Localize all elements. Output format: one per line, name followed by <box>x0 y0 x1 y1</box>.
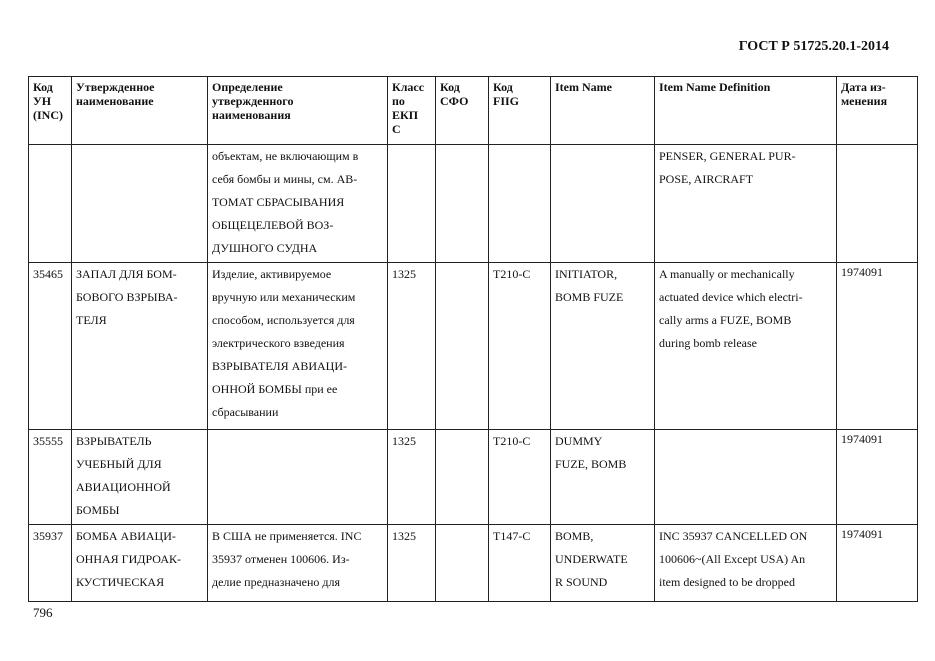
definition-cell <box>208 145 388 263</box>
header-line: (INC) <box>33 108 63 122</box>
cell-line: actuated device which electri- <box>659 290 803 304</box>
definition-cell <box>208 263 388 430</box>
item-name-definition-cell <box>655 525 837 602</box>
cell-line: АВИАЦИОННОЙ <box>76 480 171 494</box>
header-line: наименования <box>212 108 291 122</box>
item-name-cell <box>551 263 655 430</box>
cell-line: электрического взведения <box>212 336 345 350</box>
cell-line: ОННАЯ ГИДРОАК- <box>76 552 182 566</box>
cell-line: БОМБА АВИАЦИ- <box>76 529 176 543</box>
header-line: ЕКП <box>392 108 419 122</box>
approved-name-cell <box>72 430 208 525</box>
header-line: УН <box>33 94 52 108</box>
header-line: Item Name Definition <box>659 80 771 94</box>
cell-line: вручную или механическим <box>212 290 356 304</box>
cell-line: БОВОГО ВЗРЫВА- <box>76 290 178 304</box>
cell-line: POSE, AIRCRAFT <box>659 172 754 186</box>
cell-line: Изделие, активируемое <box>212 267 332 281</box>
item-name-definition-cell <box>655 263 837 430</box>
item-name-cell <box>551 430 655 525</box>
approved-name-cell <box>72 145 208 263</box>
table-row <box>29 430 918 525</box>
header-fiig <box>489 77 551 145</box>
cell-line: ОННОЙ БОМБЫ при ее <box>212 382 338 396</box>
header-line: Утвержденное <box>76 80 155 94</box>
cell-line: ТОМАТ СБРАСЫВАНИЯ <box>212 195 345 209</box>
nomenclature-table <box>28 76 918 602</box>
code-cell: 35465 <box>29 263 72 430</box>
code-cell: 35937 <box>29 525 72 602</box>
header-item-name-definition <box>655 77 837 145</box>
fiig-cell <box>489 145 551 263</box>
date-cell: 1974091 <box>837 263 918 430</box>
header-code <box>29 77 72 145</box>
class-cell: 1325 <box>388 263 436 430</box>
cell-line: ТЕЛЯ <box>76 313 107 327</box>
sfo-cell <box>436 263 489 430</box>
header-line: утвержденного <box>212 94 294 108</box>
cell-line: ЗАПАЛ ДЛЯ БОМ- <box>76 267 177 281</box>
date-cell: 1974091 <box>837 430 918 525</box>
cell-line: FUZE, BOMB <box>555 457 627 471</box>
table-row <box>29 145 918 263</box>
header-approved-name <box>72 77 208 145</box>
header-line: Определение <box>212 80 283 94</box>
fiig-cell: T147-C <box>489 525 551 602</box>
sfo-cell <box>436 145 489 263</box>
cell-line: during bomb release <box>659 336 757 350</box>
class-cell <box>388 145 436 263</box>
definition-cell <box>208 430 388 525</box>
cell-line: объектам, не включающим в <box>212 149 359 163</box>
cell-line: BOMB, <box>555 529 594 543</box>
cell-line: BOMB FUZE <box>555 290 624 304</box>
class-cell: 1325 <box>388 430 436 525</box>
code-cell: 35555 <box>29 430 72 525</box>
header-line: менения <box>841 94 888 108</box>
approved-name-cell <box>72 263 208 430</box>
cell-line: ВЗРЫВАТЕЛЯ АВИАЦИ- <box>212 359 347 373</box>
table-header-row <box>29 77 918 145</box>
header-line: СФО <box>440 94 469 108</box>
header-line: Код <box>493 80 513 94</box>
approved-name-cell <box>72 525 208 602</box>
cell-line: 100606~(All Except USA) An <box>659 552 806 566</box>
header-item-name <box>551 77 655 145</box>
header-sfo <box>436 77 489 145</box>
table-row <box>29 263 918 430</box>
date-cell: 1974091 <box>837 525 918 602</box>
cell-line: A manually or mechanically <box>659 267 795 281</box>
cell-line: DUMMY <box>555 434 603 448</box>
cell-line: способом, используется для <box>212 313 355 327</box>
header-line: FIIG <box>493 94 520 108</box>
cell-line: УЧЕБНЫЙ ДЛЯ <box>76 457 162 471</box>
cell-line: ОБЩЕЦЕЛЕВОЙ ВОЗ- <box>212 218 334 232</box>
cell-line: БОМБЫ <box>76 503 120 517</box>
cell-line: item designed to be dropped <box>659 575 795 589</box>
cell-line: В США не применяется. INC <box>212 529 362 543</box>
header-line: по <box>392 94 405 108</box>
header-line: Код <box>33 80 53 94</box>
header-class <box>388 77 436 145</box>
fiig-cell: T210-C <box>489 263 551 430</box>
header-line: Item Name <box>555 80 612 94</box>
cell-line: INITIATOR, <box>555 267 618 281</box>
cell-line: INC 35937 CANCELLED ON <box>659 529 808 543</box>
date-cell <box>837 145 918 263</box>
cell-line: делие предназначено для <box>212 575 341 589</box>
item-name-definition-cell <box>655 145 837 263</box>
table-body <box>29 145 918 602</box>
table-row <box>29 525 918 602</box>
page-number: 796 <box>33 605 53 620</box>
item-name-definition-cell <box>655 430 837 525</box>
class-cell: 1325 <box>388 525 436 602</box>
header-line: Код <box>440 80 460 94</box>
cell-line: PENSER, GENERAL PUR- <box>659 149 796 163</box>
header-line: Дата из- <box>841 80 886 94</box>
header-definition <box>208 77 388 145</box>
sfo-cell <box>436 525 489 602</box>
cell-line: 35937 отменен 100606. Из- <box>212 552 350 566</box>
item-name-cell <box>551 525 655 602</box>
cell-line: себя бомбы и мины, см. АВ- <box>212 172 358 186</box>
definition-cell <box>208 525 388 602</box>
header-line: С <box>392 122 401 136</box>
cell-line: R SOUND <box>555 575 608 589</box>
cell-line: сбрасывании <box>212 405 279 419</box>
document-header: ГОСТ Р 51725.20.1-2014 <box>738 39 889 54</box>
sfo-cell <box>436 430 489 525</box>
cell-line: UNDERWATE <box>555 552 628 566</box>
header-date <box>837 77 918 145</box>
cell-line: ВЗРЫВАТЕЛЬ <box>76 434 152 448</box>
cell-line: КУСТИЧЕСКАЯ <box>76 575 165 589</box>
cell-line: ДУШНОГО СУДНА <box>212 241 318 255</box>
code-cell <box>29 145 72 263</box>
cell-line: cally arms a FUZE, BOMB <box>659 313 792 327</box>
item-name-cell <box>551 145 655 263</box>
header-line: наименование <box>76 94 154 108</box>
header-line: Класс <box>392 80 425 94</box>
fiig-cell: T210-C <box>489 430 551 525</box>
